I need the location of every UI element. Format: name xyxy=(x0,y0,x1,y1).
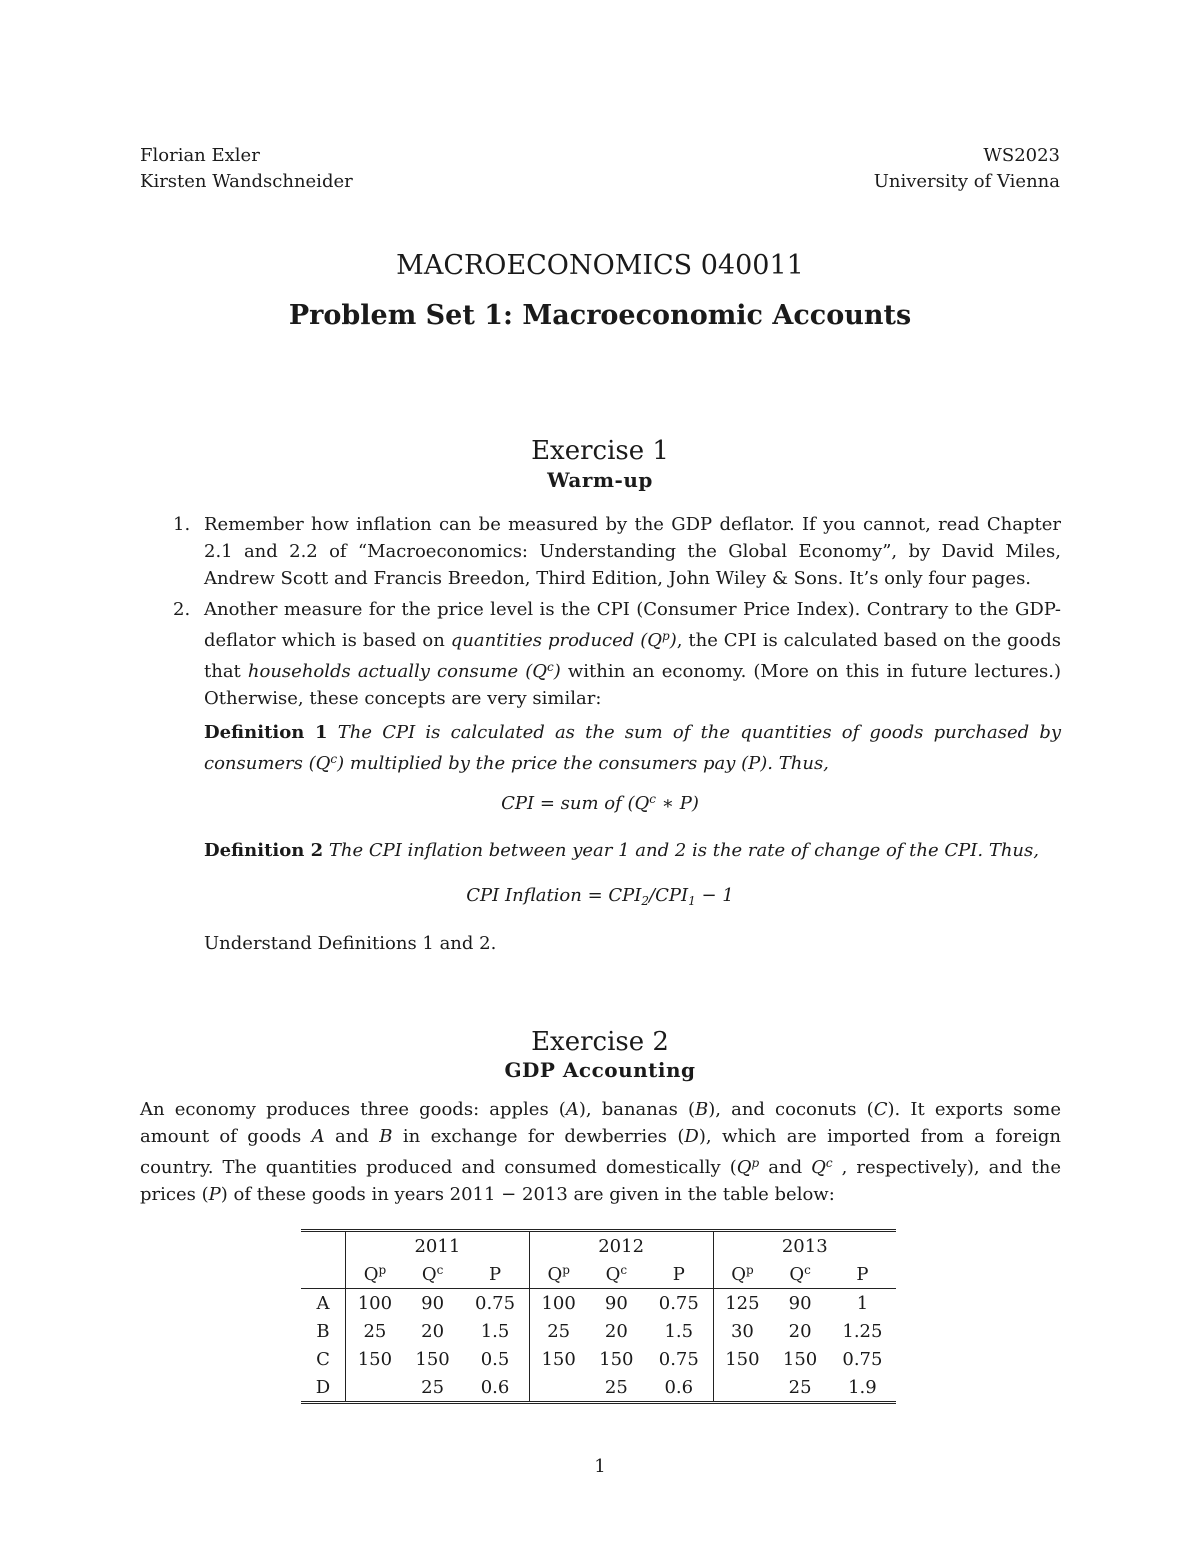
column-header xyxy=(529,1260,587,1289)
equation-cpi-inflation xyxy=(0,885,1200,908)
column-header xyxy=(713,1260,771,1289)
superscript: c xyxy=(436,1263,444,1277)
table-cell: 25 xyxy=(604,1376,628,1398)
exercise-1-title: Exercise 1 xyxy=(531,436,669,466)
goods-data-table xyxy=(301,1229,896,1404)
term-label: WS2023 xyxy=(983,145,1060,166)
math-var: P xyxy=(208,1184,221,1205)
table-cell: 1.25 xyxy=(842,1320,883,1342)
definition-label: Definition 2 xyxy=(204,840,324,861)
header-term-info xyxy=(874,143,1060,195)
superscript: p xyxy=(378,1263,387,1277)
text-run: ), bananas ( xyxy=(578,1099,695,1120)
table-cell: 25 xyxy=(788,1376,812,1398)
author-name: Kirsten Wandschneider xyxy=(140,171,353,192)
superscript: p xyxy=(662,629,670,643)
table-cell: 20 xyxy=(421,1320,445,1342)
text-run: ) of these goods in years 2011 − 2013 are given in the table below: xyxy=(220,1184,835,1205)
table-cell: 125 xyxy=(725,1292,760,1314)
math-var: D xyxy=(684,1126,699,1147)
subscript: 1 xyxy=(688,894,696,908)
text-run: Q xyxy=(363,1264,379,1285)
row-label: C xyxy=(301,1345,346,1373)
column-header xyxy=(404,1260,462,1289)
math-var: A xyxy=(311,1126,325,1147)
year-header: 2011 xyxy=(346,1231,530,1261)
table-cell xyxy=(346,1373,404,1403)
table-cell: 150 xyxy=(357,1348,393,1370)
superscript: c xyxy=(649,792,657,806)
text-run: , the CPI is calculated based on the goods that xyxy=(204,630,1061,682)
superscript: c xyxy=(330,752,338,766)
row-label: B xyxy=(301,1317,346,1345)
table-cell xyxy=(713,1373,771,1403)
column-header xyxy=(588,1260,646,1289)
exercise-1-item-1: Remember how inflation can be measured by the GDP deflator. If you cannot, read Chapter 2.1 and 2.2 of “Macroeconomics: Understanding the Global Economy”, by David Miles, Andrew Scott and Francis Breedon, Third Edition, John Wiley & Sons. It’s only four pages. xyxy=(204,514,1061,589)
text-run: ), and coconuts ( xyxy=(708,1099,874,1120)
table-cell: 150 xyxy=(782,1348,818,1370)
table-cell: 0.5 xyxy=(461,1345,529,1373)
table-row xyxy=(301,1289,896,1318)
table-cell: 150 xyxy=(415,1348,450,1370)
text-run: ) multiplied by the price the consumers pay (P). Thus, xyxy=(337,753,829,774)
column-header: P xyxy=(461,1260,529,1289)
table-row xyxy=(301,1345,896,1373)
table-cell: 20 xyxy=(788,1320,812,1342)
table-cell: 1.5 xyxy=(645,1317,713,1345)
table-cell: 0.75 xyxy=(842,1348,883,1370)
text-run: CPI Inflation = CPI xyxy=(466,885,642,906)
text-run: Q xyxy=(421,1264,437,1285)
page-number: 1 xyxy=(594,1456,606,1477)
table-cell: 90 xyxy=(421,1292,445,1314)
text-run: within an economy. (More on this in future lectures.) Otherwise, these concepts are very similar: xyxy=(204,661,1061,709)
table-row xyxy=(301,1317,896,1345)
university-label: University of Vienna xyxy=(873,171,1060,192)
row-label: D xyxy=(301,1373,346,1403)
table-row xyxy=(301,1373,896,1403)
table-cell: 0.6 xyxy=(645,1373,713,1403)
text-run: in exchange for dewberries ( xyxy=(392,1126,685,1147)
problem-set-title: Problem Set 1: Macroeconomic Accounts xyxy=(288,300,912,331)
definition-label: Definition 1 xyxy=(204,722,328,743)
text-run: Q xyxy=(605,1264,621,1285)
math-var: A xyxy=(565,1099,579,1120)
superscript: c xyxy=(825,1156,833,1170)
text-run: An economy produces three goods: apples ( xyxy=(140,1099,566,1120)
table-corner xyxy=(301,1231,346,1261)
year-header: 2012 xyxy=(529,1231,713,1261)
equation-cpi xyxy=(0,792,1200,814)
superscript: p xyxy=(562,1263,570,1277)
table-cell xyxy=(529,1373,587,1403)
table-cell: 0.6 xyxy=(461,1373,529,1403)
superscript: c xyxy=(546,660,554,674)
table-cell: 1.9 xyxy=(848,1376,877,1398)
table-cell: 0.75 xyxy=(645,1289,713,1318)
list-number: 2. xyxy=(173,599,191,620)
math-var: Q xyxy=(811,1157,826,1178)
table-corner xyxy=(301,1260,346,1289)
year-header: 2013 xyxy=(781,1235,828,1257)
text-run: and xyxy=(324,1126,380,1147)
superscript: c xyxy=(804,1263,811,1277)
column-header: P xyxy=(645,1260,713,1289)
text-run: The CPI is calculated as the sum of the quantities of goods purchased by consumers (Q xyxy=(204,722,1062,774)
table-cell: 1 xyxy=(856,1292,869,1314)
row-label: A xyxy=(301,1289,346,1318)
text-run: households actually consume (Q xyxy=(247,661,547,682)
text-run: ∗ P) xyxy=(656,793,699,814)
table-cell: 30 xyxy=(730,1320,754,1342)
table-cell: 25 xyxy=(421,1376,445,1398)
course-title: MACROECONOMICS 040011 xyxy=(396,250,804,281)
column-header-row xyxy=(301,1260,896,1289)
exercise-2-title: Exercise 2 xyxy=(531,1027,669,1057)
text-run: Q xyxy=(547,1264,563,1285)
text-run: Q xyxy=(731,1264,746,1285)
superscript: c xyxy=(620,1263,628,1277)
exercise-2-subtitle: GDP Accounting xyxy=(504,1058,696,1082)
list-number: 1. xyxy=(173,514,191,535)
column-header xyxy=(346,1260,404,1289)
text-run: , respectively), and the prices ( xyxy=(140,1157,1061,1205)
text-run: Q xyxy=(789,1264,805,1285)
exercise-1-item-2: Another measure for the price level is the CPI (Consumer Price Index). Contrary to the GDP-deflator which is based on quantities produced $(Q^p)$, the CPI is calculated based on the goods that households actually consume $(Q^c)$ within an economy. (More on this in future lectures.) Otherwise, these concepts are very similar: xyxy=(204,599,1061,709)
table-cell: 150 xyxy=(541,1348,576,1370)
text-run: ). It exports some amount of goods xyxy=(140,1099,1061,1147)
text-run: ), which are imported from a foreign country. The quantities produced and consumed domestically ( xyxy=(140,1126,1061,1178)
table-cell: 100 xyxy=(541,1292,576,1314)
text-run: /CPI xyxy=(649,885,689,906)
exercise-2-paragraph xyxy=(140,1096,1061,1208)
math-var: Q xyxy=(736,1157,752,1178)
superscript: p xyxy=(751,1156,760,1170)
table-cell: 20 xyxy=(604,1320,628,1342)
text-run: quantities produced (Q xyxy=(450,630,663,651)
column-header xyxy=(771,1260,829,1289)
exercise-1-subtitle: Warm-up xyxy=(547,468,653,492)
author-name: Florian Exler xyxy=(140,145,260,166)
math-var: C xyxy=(873,1099,888,1120)
table-cell: 150 xyxy=(599,1348,634,1370)
table-cell: 150 xyxy=(725,1348,760,1370)
year-header-row xyxy=(301,1231,896,1261)
table-cell: 100 xyxy=(357,1292,393,1314)
definition-2 xyxy=(204,837,1061,864)
math-var: B xyxy=(379,1126,393,1147)
table-cell: 1.5 xyxy=(461,1317,529,1345)
superscript: p xyxy=(745,1263,754,1277)
table-cell: 90 xyxy=(788,1292,812,1314)
text-run: and xyxy=(759,1157,812,1178)
header-authors xyxy=(140,143,353,195)
table-cell: 0.75 xyxy=(645,1345,713,1373)
subscript: 2 xyxy=(641,894,650,908)
text-run: CPI = sum of (Q xyxy=(501,793,650,814)
math-var: B xyxy=(694,1099,709,1120)
table-cell: 0.75 xyxy=(461,1289,529,1318)
text-run: Another measure for the price level is the CPI (Consumer Price Index). Contrary to the GDP-deflator which is based on xyxy=(204,599,1061,651)
text-run: − 1 xyxy=(695,885,734,906)
table-cell: 90 xyxy=(604,1292,628,1314)
understand-line: Understand Definitions 1 and 2. xyxy=(204,933,497,954)
column-header: P xyxy=(829,1260,896,1289)
text-run: The CPI inflation between year 1 and 2 is the rate of change of the CPI. Thus, xyxy=(328,840,1039,861)
table-cell: 25 xyxy=(547,1320,571,1342)
definition-1 xyxy=(204,719,1061,777)
table-cell: 25 xyxy=(363,1320,387,1342)
